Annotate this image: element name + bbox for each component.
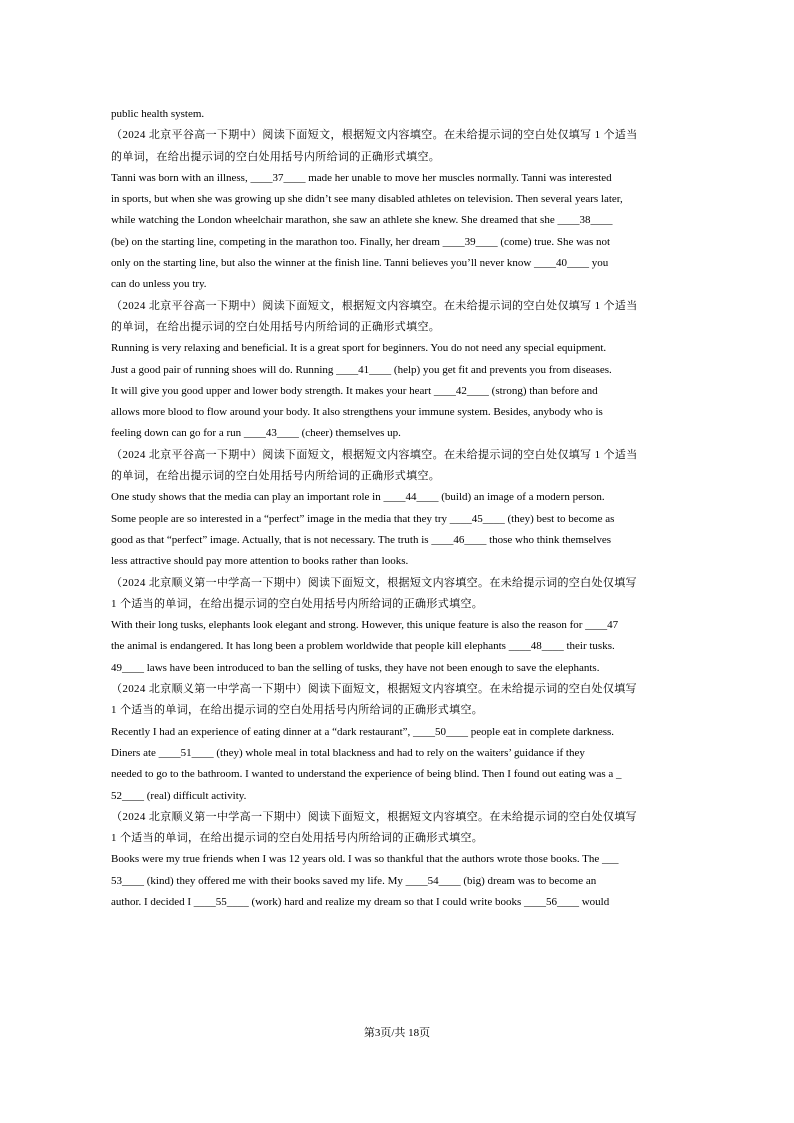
text-line: （2024 北京顺义第一中学高一下期中）阅读下面短文，根据短文内容填空。在未给提示词的空白处仅填写 xyxy=(111,683,637,696)
text-line: 52____ (real) difficult activity. xyxy=(111,789,247,802)
text-line: 1 个适当的单词，在给出提示词的空白处用括号内所给词的正确形式填空。 xyxy=(111,597,484,610)
text-line: 1 个适当的单词，在给出提示词的空白处用括号内所给词的正确形式填空。 xyxy=(111,832,484,845)
text-line: Recently I had an experience of eating dinner at a “dark restaurant”, ____50____ people eat in complete darkness. xyxy=(111,725,615,738)
text-line: author. I decided I ____55____ (work) hard and realize my dream so that I could write books ____56____ would xyxy=(111,895,610,908)
text-line: less attractive should pay more attention to books rather than looks. xyxy=(111,555,409,568)
text-line: 的单词，在给出提示词的空白处用括号内所给词的正确形式填空。 xyxy=(111,470,441,483)
text-line: Books were my true friends when I was 12 years old. I was so thankful that the authors wrote those books. The ___ xyxy=(111,853,619,866)
document-body xyxy=(111,104,689,913)
text-line: only on the starting line, but also the winner at the finish line. Tanni believes you’ll never know ____40____ you xyxy=(111,257,609,270)
text-line: Tanni was born with an illness, ____37____ made her unable to move her muscles normally. Tanni was interested xyxy=(111,171,612,184)
text-line: （2024 北京平谷高一下期中）阅读下面短文，根据短文内容填空。在未给提示词的空白处仅填写 1 个适当 xyxy=(111,448,638,461)
text-line: public health system. xyxy=(111,108,205,120)
text-line: in sports, but when she was growing up she didn’t see many disabled athletes on television. Then several years later, xyxy=(111,193,623,206)
text-line: Diners ate ____51____ (they) whole meal in total blackness and had to rely on the waiters’ guidance if they xyxy=(111,746,585,759)
text-line: allows more blood to flow around your body. It also strengthens your immune system. Besides, anybody who is xyxy=(111,406,603,419)
text-line: 1 个适当的单词，在给出提示词的空白处用括号内所给词的正确形式填空。 xyxy=(111,704,484,717)
text-line: can do unless you try. xyxy=(111,278,207,291)
text-line: （2024 北京平谷高一下期中）阅读下面短文，根据短文内容填空。在未给提示词的空白处仅填写 1 个适当 xyxy=(111,299,638,312)
text-line: 的单词，在给出提示词的空白处用括号内所给词的正确形式填空。 xyxy=(111,150,441,163)
text-line: Some people are so interested in a “perfect” image in the media that they try ____45____ (they) best to become as xyxy=(111,512,615,525)
text-line: the animal is endangered. It has long been a problem worldwide that people kill elephants ____48____ their tusks. xyxy=(111,640,615,653)
text-line: It will give you good upper and lower body strength. It makes your heart ____42____ (strong) than before and xyxy=(111,384,598,397)
text-line: （2024 北京顺义第一中学高一下期中）阅读下面短文，根据短文内容填空。在未给提示词的空白处仅填写 xyxy=(111,810,637,823)
text-line: 49____ laws have been introduced to ban the selling of tusks, they have not been enough to save the elephants. xyxy=(111,661,600,674)
text-line: feeling down can go for a run ____43____ (cheer) themselves up. xyxy=(111,427,401,440)
text-line: (be) on the starting line, competing in the marathon too. Finally, her dream ____39____ (come) true. She was not xyxy=(111,235,611,248)
text-line: 的单词，在给出提示词的空白处用括号内所给词的正确形式填空。 xyxy=(111,320,441,333)
text-line: With their long tusks, elephants look elegant and strong. However, this unique feature is also the reason for ____47 xyxy=(111,619,619,632)
text-line: good as that “perfect” image. Actually, that is not necessary. The truth is ____46____ those who think themselves xyxy=(111,533,611,546)
text-line: （2024 北京平谷高一下期中）阅读下面短文，根据短文内容填空。在未给提示词的空白处仅填写 1 个适当 xyxy=(111,129,638,142)
text-line: Just a good pair of running shoes will do. Running ____41____ (help) you get fit and prevents you from diseases. xyxy=(111,363,612,376)
text-line: （2024 北京顺义第一中学高一下期中）阅读下面短文，根据短文内容填空。在未给提示词的空白处仅填写 xyxy=(111,576,637,589)
text-line: One study shows that the media can play an important role in ____44____ (build) an image of a modern person. xyxy=(111,491,605,504)
text-line: 53____ (kind) they offered me with their books saved my life. My ____54____ (big) dream was to become an xyxy=(111,874,597,887)
text-line: Running is very relaxing and beneficial. It is a great sport for beginners. You do not need any special equipment. xyxy=(111,342,607,355)
text-line: needed to go to the bathroom. I wanted to understand the experience of being blind. Then I found out eating was a _ xyxy=(111,768,622,781)
text-line: while watching the London wheelchair marathon, she saw an athlete she knew. She dreamed that she ____38____ xyxy=(111,214,613,227)
page-footer: 第3页/共 18页 xyxy=(363,1027,431,1039)
